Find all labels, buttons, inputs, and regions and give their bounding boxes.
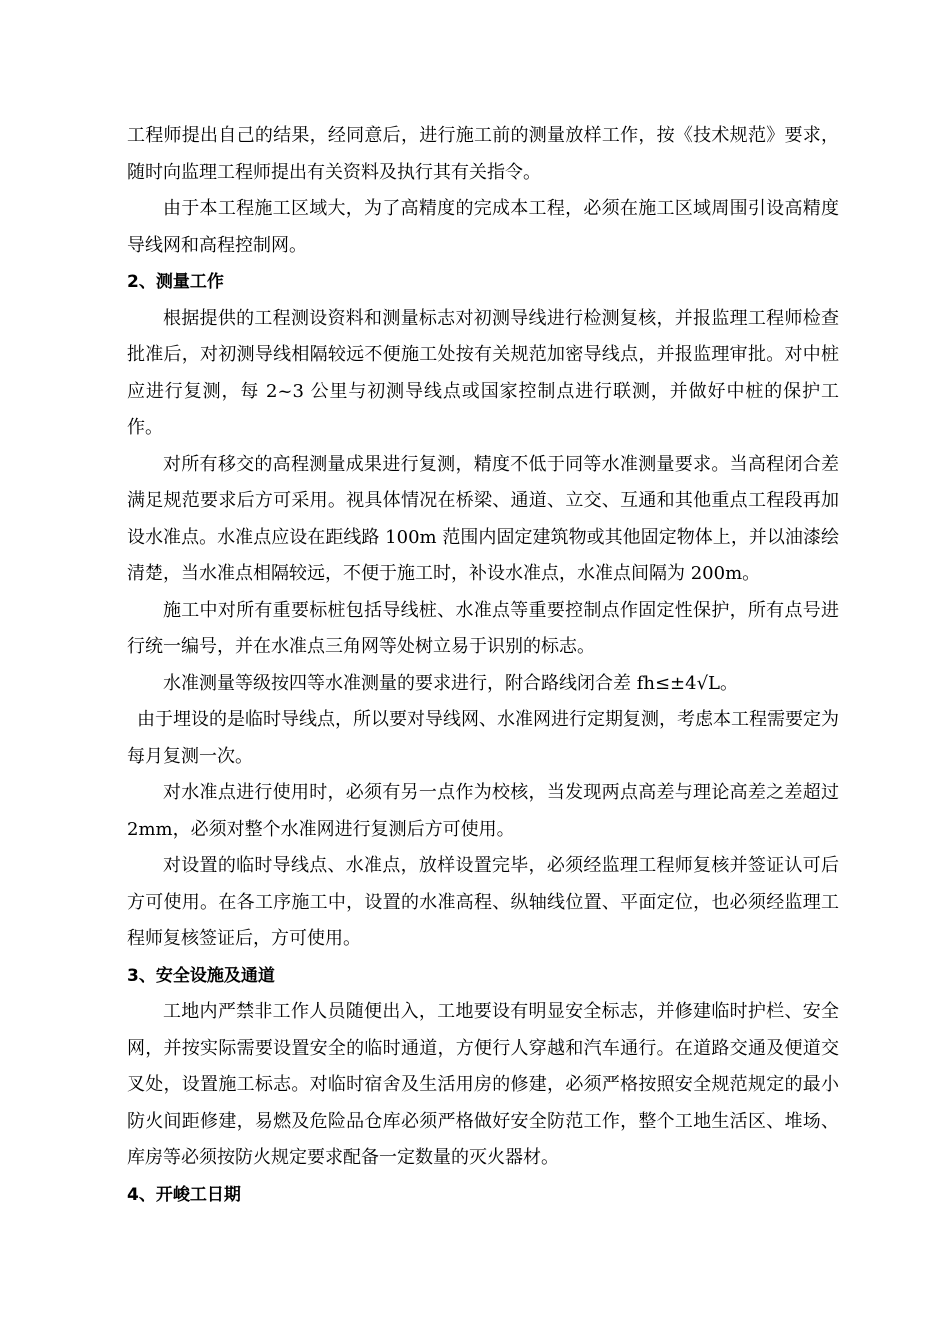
paragraph-benchmark-check: 对水准点进行使用时，必须有另一点作为校核，当发现两点高差与理论高差之差超过 2mm，必须对整个水准网进行复测后方可使用。 [127, 782, 839, 840]
paragraph-engineer-results: 工程师提出自己的结果，经同意后，进行施工前的测量放样工作，按《技术规范》要求，随时向监理工程师提出有关资料及执行其有关指令。 [127, 125, 839, 183]
paragraph-control-network: 由于本工程施工区域大，为了高精度的完成本工程，必须在施工区域周围引设高精度导线网和高程控制网。 [127, 198, 839, 256]
paragraph-periodic-resurvey: 由于埋设的是临时导线点，所以要对导线网、水准网进行定期复测，考虑本工程需要定为每月复测一次。 [127, 709, 839, 767]
section-heading-survey-work: 2、测量工作 [127, 272, 224, 292]
section-heading-safety-facilities: 3、安全设施及通道 [127, 965, 275, 986]
paragraph-stake-protection: 施工中对所有重要标桩包括导线桩、水准点等重要控制点作固定性保护，所有点号进行统一编号，并在水准点三角网等处树立易于识别的标志。 [127, 599, 839, 657]
paragraph-traverse-check: 根据提供的工程测设资料和测量标志对初测导线进行检测复核，并报监理工程师检查批准后，对初测导线相隔较远不便施工处按有关规范加密导线点，并报监理审批。对中桩应进行复测，每 2~3 公里与初测导线点或国家控制点进行联测，并做好中桩的保护工作。 [127, 307, 839, 438]
section-heading-schedule: 4、开峻工日期 [127, 1184, 241, 1205]
paragraph-site-safety: 工地内严禁非工作人员随便出入，工地要设有明显安全标志，并修建临时护栏、安全网，并按实际需要设置安全的临时通道，方便行人穿越和汽车通行。在道路交通及便道交叉处，设置施工标志。对临时宿舍及生活用房的修建，必须严格按照安全规范规定的最小防火间距修建，易燃及危险品仓库必须严格做好安全防范工作，整个工地生活区、堆场、库房等必须按防火规定要求配备一定数量的灭火器材。 [127, 1001, 839, 1168]
document-body [127, 118, 839, 1213]
paragraph-supervisor-approval: 对设置的临时导线点、水准点，放样设置完毕，必须经监理工程师复核并签证认可后方可使用。在各工序施工中，设置的水准高程、纵轴线位置、平面定位，也必须经监理工程师复核签证后，方可使用。 [127, 855, 839, 949]
paragraph-leveling-grade: 水准测量等级按四等水准测量的要求进行，附合路线闭合差 fh≤±4√L。 [163, 672, 739, 694]
paragraph-elevation-resurvey: 对所有移交的高程测量成果进行复测，精度不低于同等水准测量要求。当高程闭合差满足规范要求后方可采用。视具体情况在桥梁、通道、立交、互通和其他重点工程段再加设水准点。水准点应设在距线路 100m 范围内固定建筑物或其他固定物体上，并以油漆绘清楚，当水准点相隔较远，不便于施工时，补设水准点，水准点间隔为 200m。 [127, 453, 839, 584]
